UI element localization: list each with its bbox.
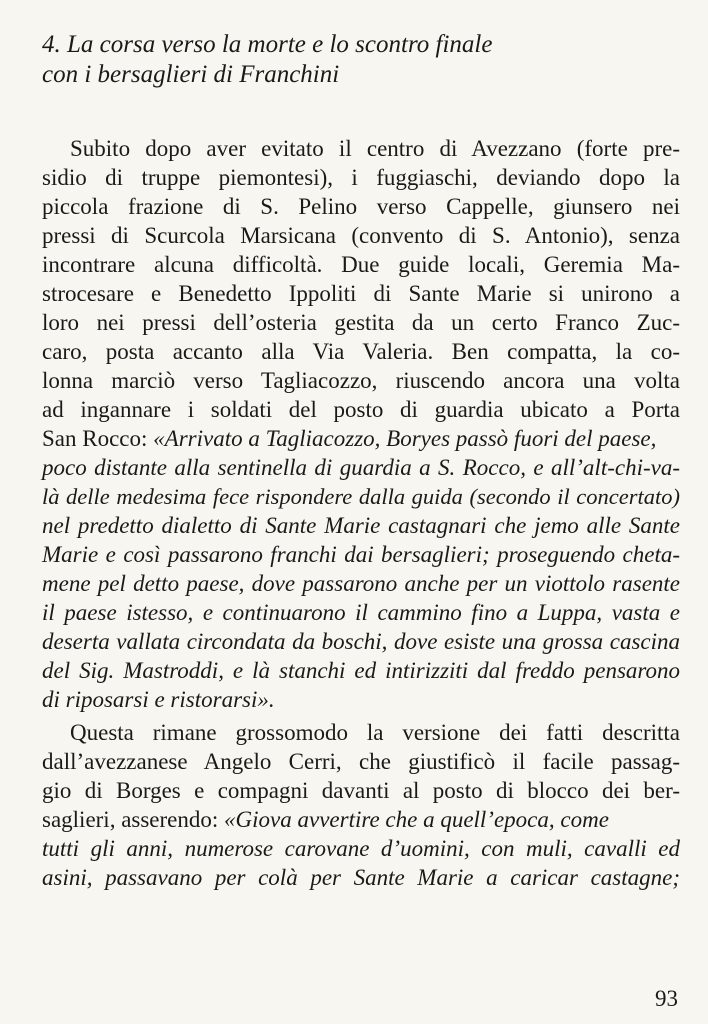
paragraph-2-line: dall’avezzanese Angelo Cerri, che giustificò il facile passag- [42, 749, 680, 774]
quote-text: «Arrivato a Tagliacozzo, Boryes passò fuori del paese, [153, 426, 657, 451]
paragraph-2-line: Questa rimane grossomodo la versione dei fatti descritta [70, 720, 680, 745]
quote-line: del Sig. Mastroddi, e là stanchi ed intirizziti dal freddo pensarono [42, 658, 680, 683]
section-heading-line-1: 4. La corsa verso la morte e lo scontro finale [42, 31, 493, 58]
paragraph-1-mixed-line [42, 424, 680, 453]
paragraph-1-line: caro, posta accanto alla Via Valeria. Ben compatta, la co- [42, 339, 680, 364]
paragraph-1-line: Subito dopo aver evitato il centro di Avezzano (forte pre- [70, 136, 680, 161]
paragraph-1-line: ad ingannare i soldati del posto di guardia ubicato a Porta [42, 397, 680, 422]
quote-line: tutti gli anni, numerose carovane d’uomini, con muli, cavalli ed [42, 836, 680, 861]
quote-line: deserta vallata circondata da boschi, dove esiste una grossa cascina [42, 629, 680, 654]
quote-line: nel predetto dialetto di Sante Marie castagnari che jemo alle Sante [42, 513, 680, 538]
paragraph-1-line: loro nei pressi dell’osteria gestita da un certo Franco Zuc- [42, 310, 680, 335]
quote-line: Marie e così passarono franchi dai bersaglieri; proseguendo cheta- [42, 542, 680, 567]
paragraph-1-line: strocesare e Benedetto Ippoliti di Sante Marie si unirono a [42, 281, 680, 306]
quote-line: là delle medesima fece rispondere dalla guida (secondo il concertato) [42, 484, 680, 509]
quote-line: poco distante alla sentinella di guardia a S. Rocco, e all’alt-chi-va- [42, 455, 680, 480]
paragraph-1-line: sidio di truppe piemontesi), i fuggiaschi, deviando dopo la [42, 165, 680, 190]
paragraph-2-line: gio di Borges e compagni davanti al posto di blocco dei ber- [42, 778, 680, 803]
section-heading-line-2: con i bersaglieri di Franchini [42, 61, 340, 88]
quote-line: asini, passavano per colà per Sante Marie a caricar castagne; [42, 865, 680, 890]
page-number: 93 [655, 986, 678, 1011]
roman-text: saglieri, asserendo: [42, 807, 225, 832]
quote-line-last: di riposarsi e ristorarsi». [42, 687, 275, 712]
paragraph-1-line: pressi di Scurcola Marsicana (convento di S. Antonio), senza [42, 223, 680, 248]
roman-text: San Rocco: [42, 426, 154, 451]
quote-text: «Giova avvertire che a quell’epoca, come [224, 807, 609, 832]
quote-line: mene pel detto paese, dove passarono anche per un viottolo rasente [42, 571, 680, 596]
paragraph-1-line: piccola frazione di S. Pelino verso Cappelle, giunsero nei [42, 194, 680, 219]
paragraph-1-line: incontrare alcuna difficoltà. Due guide locali, Geremia Ma- [42, 252, 680, 277]
paragraph-1-line: lonna marciò verso Tagliacozzo, riuscendo ancora una volta [42, 368, 680, 393]
paragraph-2-mixed-line [42, 805, 680, 834]
quote-line: il paese istesso, e continuarono il cammino fino a Luppa, vasta e [42, 600, 680, 625]
